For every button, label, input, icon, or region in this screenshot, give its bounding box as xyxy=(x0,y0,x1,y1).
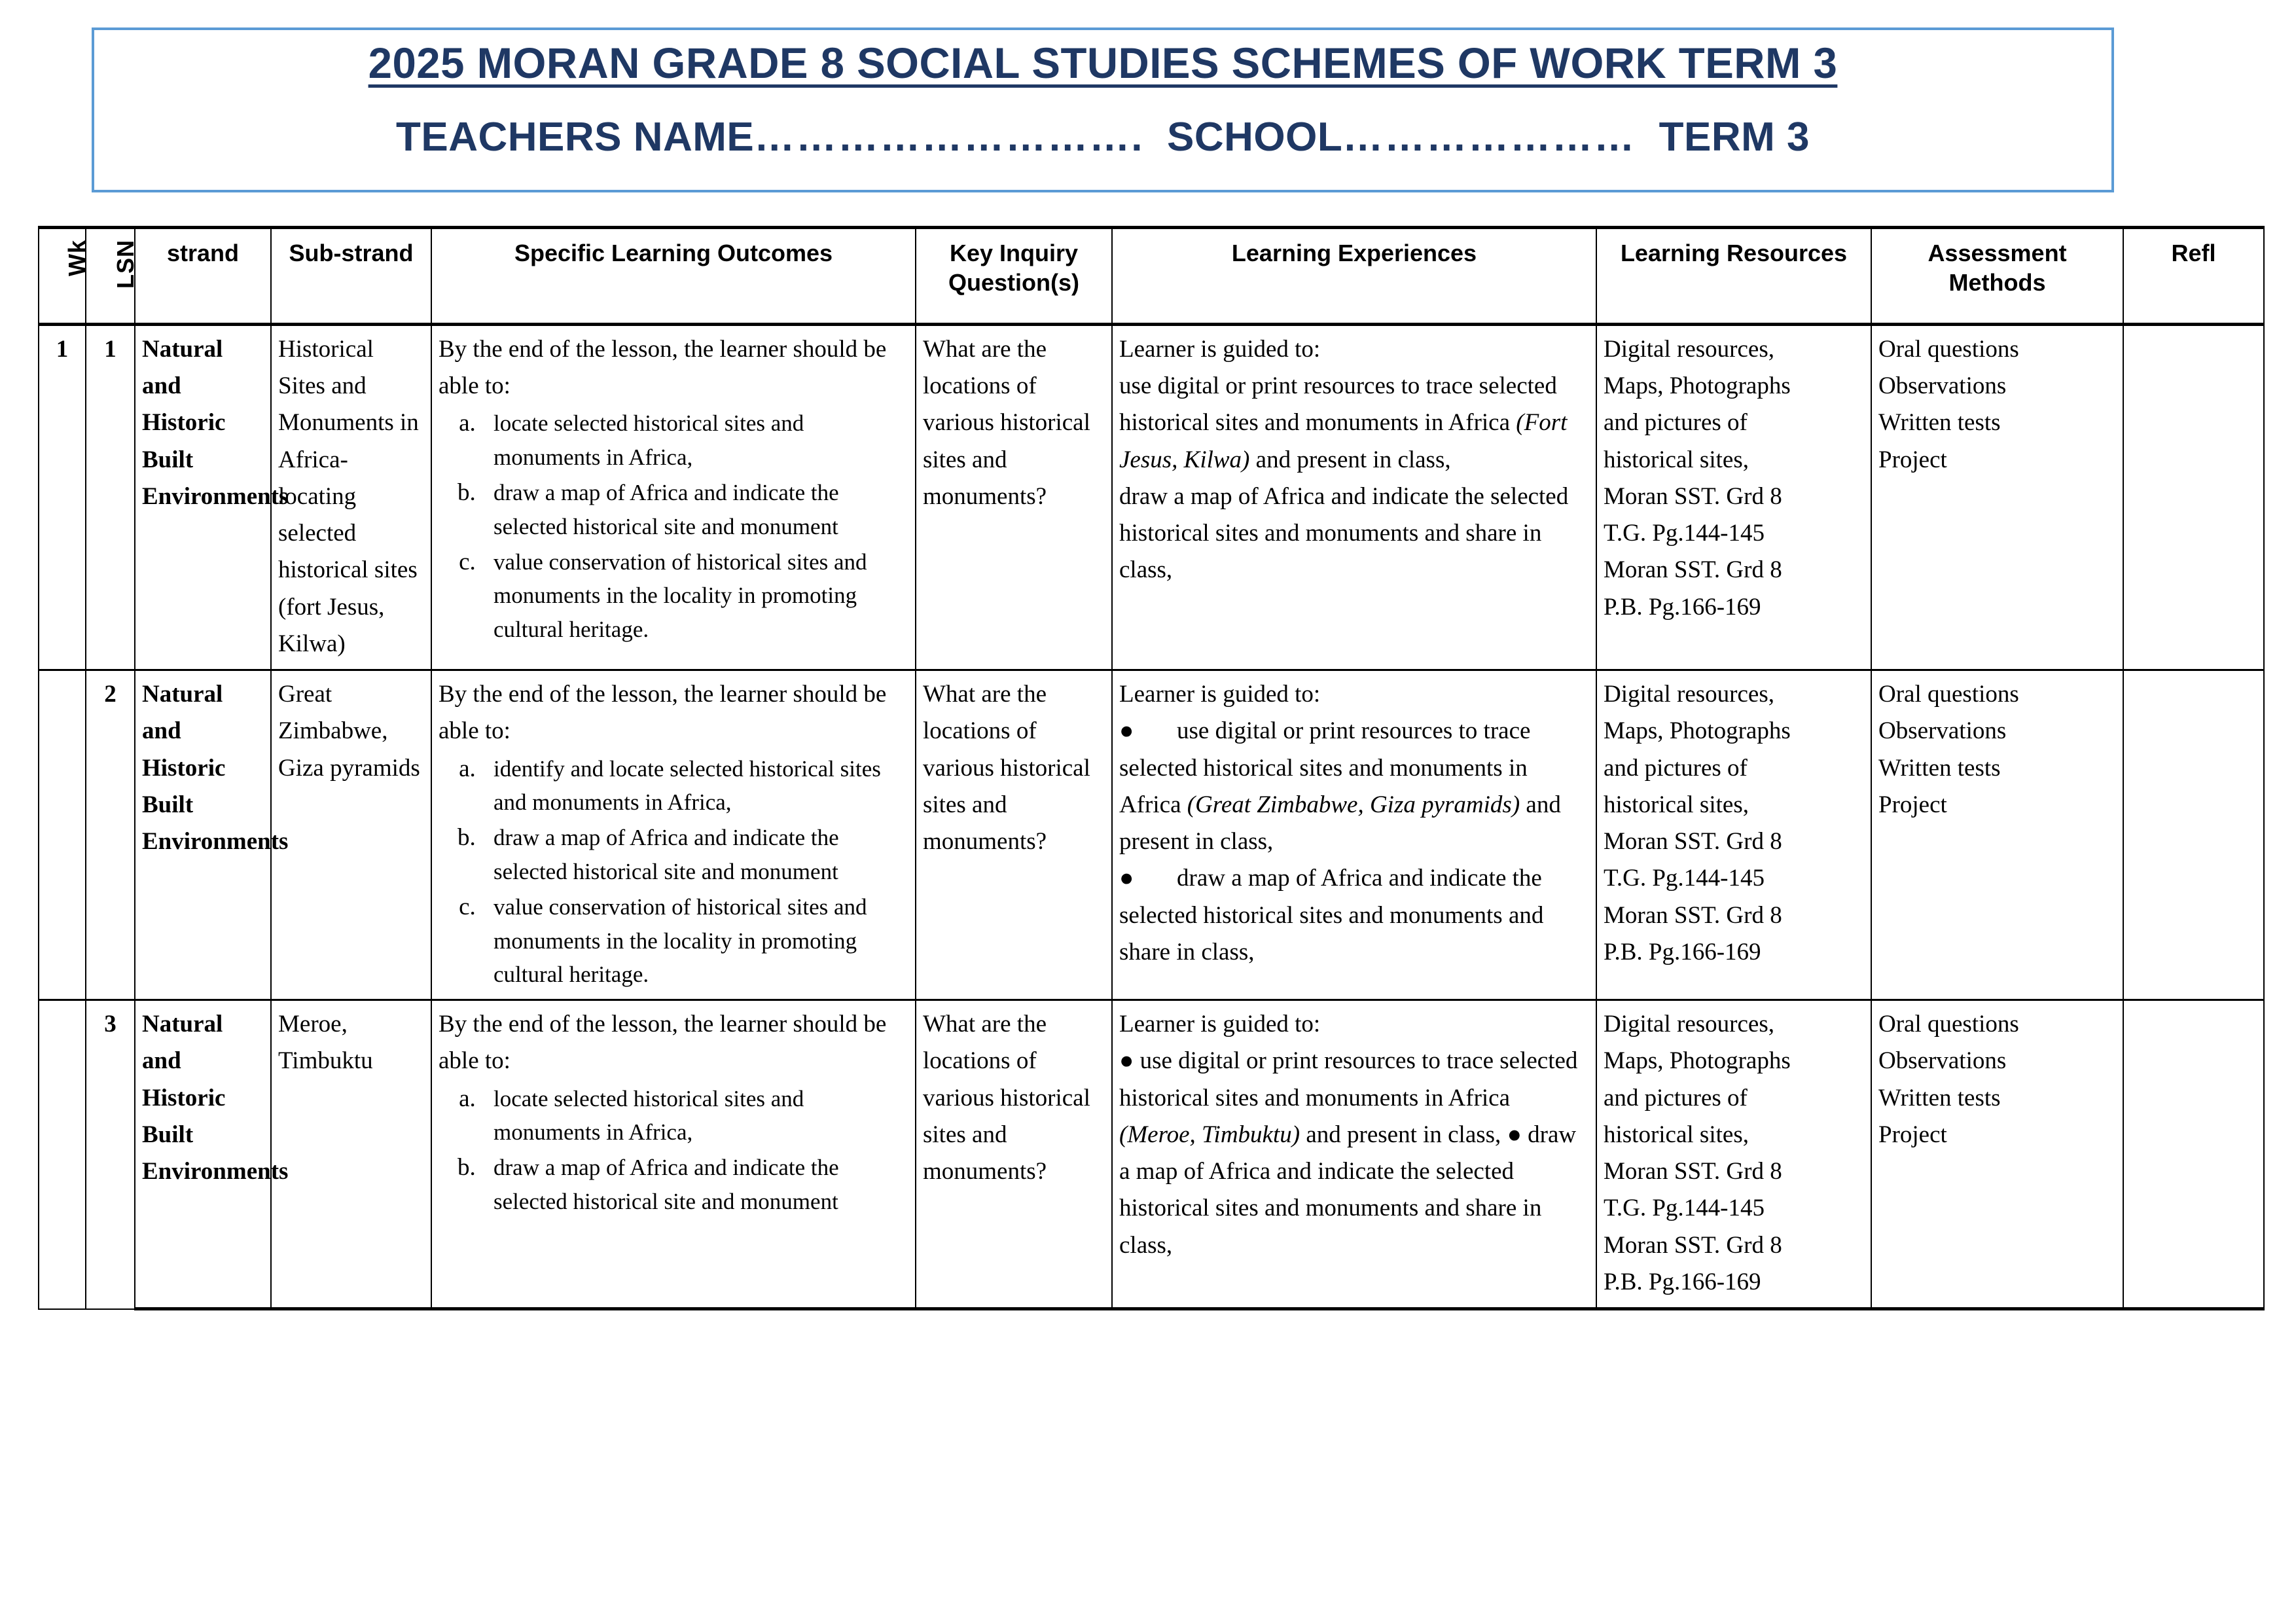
table-row xyxy=(39,325,2264,670)
learning-resource-line: Digital resources, xyxy=(1604,681,1774,708)
learning-resource-line: Moran SST. Grd 8 xyxy=(1604,1158,1782,1185)
cell-week: 1 xyxy=(39,325,86,670)
assessment-method-line: Oral questions xyxy=(1878,1011,2019,1038)
assessment-method-line: Observations xyxy=(1878,717,2007,745)
learning-resource-line: T.G. Pg.144-145 xyxy=(1604,865,1765,892)
cell-learning-experiences xyxy=(1112,1000,1596,1309)
cell-learning-resources xyxy=(1596,670,1871,1000)
table-header-row xyxy=(39,228,2264,325)
cell-assessment-methods xyxy=(1871,325,2123,670)
schemes-of-work-table xyxy=(38,226,2265,1310)
learning-resource-line: T.G. Pg.144-145 xyxy=(1604,1195,1765,1222)
cell-key-inquiry-question: What are the locations of various historical sites and monuments? xyxy=(916,670,1112,1000)
slo-item: b. draw a map of Africa and indicate the selected historical site and monument xyxy=(482,820,908,889)
column-header-learning-resources: Learning Resources xyxy=(1596,228,1871,325)
column-header-strand: strand xyxy=(135,228,271,325)
column-header-key-inquiry-question: Key Inquiry Question(s) xyxy=(916,228,1112,325)
school-leader: ………………… xyxy=(1342,115,1636,160)
cell-reflection[interactable] xyxy=(2123,1000,2264,1309)
slo-list xyxy=(439,751,908,992)
slo-item: c. value conservation of historical sites and monuments in the locality in promoting cultural heritage. xyxy=(482,890,908,992)
bullet-icon: ● xyxy=(1119,865,1134,892)
table-row xyxy=(39,670,2264,1000)
term-label: TERM 3 xyxy=(1659,115,1810,160)
slo-item: a. identify and locate selected historical sites and monuments in Africa, xyxy=(482,751,908,820)
learning-resource-line: Moran SST. Grd 8 xyxy=(1604,1231,1782,1259)
cell-specific-learning-outcomes xyxy=(431,1000,916,1309)
learning-resource-line: Moran SST. Grd 8 xyxy=(1604,556,1782,584)
learning-resource-line: and pictures of xyxy=(1604,1084,1748,1111)
assessment-method-line: Oral questions xyxy=(1878,681,2019,708)
table-row xyxy=(39,1000,2264,1309)
cell-assessment-methods xyxy=(1871,670,2123,1000)
cell-strand: Natural and Historic Built Environments xyxy=(135,1000,271,1309)
learning-resource-line: Digital resources, xyxy=(1604,336,1774,363)
le-intro: Learner is guided to: xyxy=(1119,681,1321,708)
document-title: 2025 MORAN GRADE 8 SOCIAL STUDIES SCHEMES OF WORK TERM 3 xyxy=(368,39,1838,87)
assessment-method-line: Project xyxy=(1878,446,1947,473)
column-header-learning-experiences: Learning Experiences xyxy=(1112,228,1596,325)
learning-resource-line: Digital resources, xyxy=(1604,1011,1774,1038)
assessment-method-line: Observations xyxy=(1878,1047,2007,1075)
teachers-name-label: TEACHERS NAME xyxy=(395,115,755,160)
slo-list xyxy=(439,1081,908,1219)
assessment-method-line: Project xyxy=(1878,791,1947,818)
le-item: ● use digital or print resources to trace selected historical sites and monuments in Africa (Great Zimbabwe, Giza pyramids) and present in class, xyxy=(1119,713,1589,860)
learning-resource-line: and pictures of xyxy=(1604,409,1748,437)
learning-resource-line: and pictures of xyxy=(1604,754,1748,782)
learning-resource-line: historical sites, xyxy=(1604,1121,1749,1148)
le-item: use digital or print resources to trace selected historical sites and monuments in Africa (Fort Jesus, Kilwa) and present in class, xyxy=(1119,372,1568,473)
slo-intro: By the end of the lesson, the learner should be able to: xyxy=(439,1011,887,1075)
table-body xyxy=(39,325,2264,1309)
column-header-wk: Wk xyxy=(39,228,86,325)
cell-sub-strand: Meroe, Timbuktu xyxy=(271,1000,431,1309)
cell-week xyxy=(39,670,86,1000)
slo-intro: By the end of the lesson, the learner should be able to: xyxy=(439,336,887,400)
cell-week xyxy=(39,1000,86,1309)
slo-item: b. draw a map of Africa and indicate the selected historical site and monument xyxy=(482,1150,908,1219)
slo-item: a. locate selected historical sites and monuments in Africa, xyxy=(482,406,908,475)
cell-specific-learning-outcomes xyxy=(431,325,916,670)
learning-resource-line: P.B. Pg.166-169 xyxy=(1604,1268,1761,1295)
le-emphasis: (Fort Jesus, Kilwa) xyxy=(1119,409,1568,473)
slo-item: b. draw a map of Africa and indicate the selected historical site and monument xyxy=(482,475,908,544)
column-header-lsn: LSN xyxy=(86,228,135,325)
title-subline xyxy=(94,114,2111,160)
cell-key-inquiry-question: What are the locations of various historical sites and monuments? xyxy=(916,325,1112,670)
learning-resource-line: historical sites, xyxy=(1604,791,1749,818)
learning-resource-line: Maps, Photographs xyxy=(1604,372,1791,400)
learning-resource-line: historical sites, xyxy=(1604,446,1749,473)
le-intro: Learner is guided to: xyxy=(1119,336,1321,363)
slo-item: c. value conservation of historical sites and monuments in the locality in promoting cultural heritage. xyxy=(482,545,908,647)
cell-strand: Natural and Historic Built Environments xyxy=(135,670,271,1000)
column-header-assessment-methods: Assessment Methods xyxy=(1871,228,2123,325)
cell-learning-experiences xyxy=(1112,325,1596,670)
le-emphasis: (Meroe, Timbuktu) xyxy=(1119,1121,1300,1148)
cell-lesson: 2 xyxy=(86,670,135,1000)
assessment-method-line: Written tests xyxy=(1878,1084,2001,1111)
assessment-method-line: Observations xyxy=(1878,372,2007,400)
slo-item: a. locate selected historical sites and monuments in Africa, xyxy=(482,1081,908,1150)
le-intro: Learner is guided to: xyxy=(1119,1011,1321,1038)
cell-lesson: 1 xyxy=(86,325,135,670)
title-banner xyxy=(92,27,2114,192)
learning-resource-line: P.B. Pg.166-169 xyxy=(1604,593,1761,621)
learning-resource-line: P.B. Pg.166-169 xyxy=(1604,938,1761,965)
assessment-method-line: Written tests xyxy=(1878,409,2001,437)
column-header-sub-strand: Sub-strand xyxy=(271,228,431,325)
learning-resource-line: Maps, Photographs xyxy=(1604,1047,1791,1075)
bullet-icon: ● xyxy=(1119,717,1134,745)
learning-resource-line: Maps, Photographs xyxy=(1604,717,1791,745)
cell-key-inquiry-question: What are the locations of various historical sites and monuments? xyxy=(916,1000,1112,1309)
le-item: draw a map of Africa and indicate the selected historical sites and monuments and share in class, xyxy=(1119,482,1569,584)
learning-resource-line: Moran SST. Grd 8 xyxy=(1604,482,1782,510)
cell-reflection[interactable] xyxy=(2123,670,2264,1000)
le-emphasis: (Great Zimbabwe, Giza pyramids) xyxy=(1187,791,1520,818)
column-header-refl: Refl xyxy=(2123,228,2264,325)
le-item-block: ● use digital or print resources to trace selected historical sites and monuments in Africa (Meroe, Timbuktu) and present in class, ● draw a map of Africa and indicate the selected historical sites and monuments and share in class, xyxy=(1119,1047,1578,1259)
school-label: SCHOOL xyxy=(1166,115,1343,160)
assessment-method-line: Oral questions xyxy=(1878,336,2019,363)
cell-learning-resources xyxy=(1596,325,1871,670)
cell-reflection[interactable] xyxy=(2123,325,2264,670)
column-header-specific-learning-outcomes: Specific Learning Outcomes xyxy=(431,228,916,325)
cell-assessment-methods xyxy=(1871,1000,2123,1309)
slo-intro: By the end of the lesson, the learner should be able to: xyxy=(439,681,887,745)
cell-learning-experiences xyxy=(1112,670,1596,1000)
cell-sub-strand: Historical Sites and Monuments in Africa- locating selected historical sites (fort Jesus, Kilwa) xyxy=(271,325,431,670)
le-item: ● draw a map of Africa and indicate the selected historical sites and monuments and share in class, xyxy=(1119,860,1589,971)
cell-learning-resources xyxy=(1596,1000,1871,1309)
learning-resource-line: Moran SST. Grd 8 xyxy=(1604,901,1782,929)
assessment-method-line: Written tests xyxy=(1878,754,2001,782)
cell-sub-strand: Great Zimbabwe, Giza pyramids xyxy=(271,670,431,1000)
learning-resource-line: T.G. Pg.144-145 xyxy=(1604,520,1765,547)
bullet-icon: ● xyxy=(1501,1121,1528,1148)
bullet-icon: ● xyxy=(1119,1047,1140,1075)
cell-lesson: 3 xyxy=(86,1000,135,1309)
cell-strand: Natural and Historic Built Environments xyxy=(135,325,271,670)
teachers-name-leader: ………………………. xyxy=(754,115,1144,160)
assessment-method-line: Project xyxy=(1878,1121,1947,1148)
slo-list xyxy=(439,406,908,647)
learning-resource-line: Moran SST. Grd 8 xyxy=(1604,828,1782,856)
cell-specific-learning-outcomes xyxy=(431,670,916,1000)
